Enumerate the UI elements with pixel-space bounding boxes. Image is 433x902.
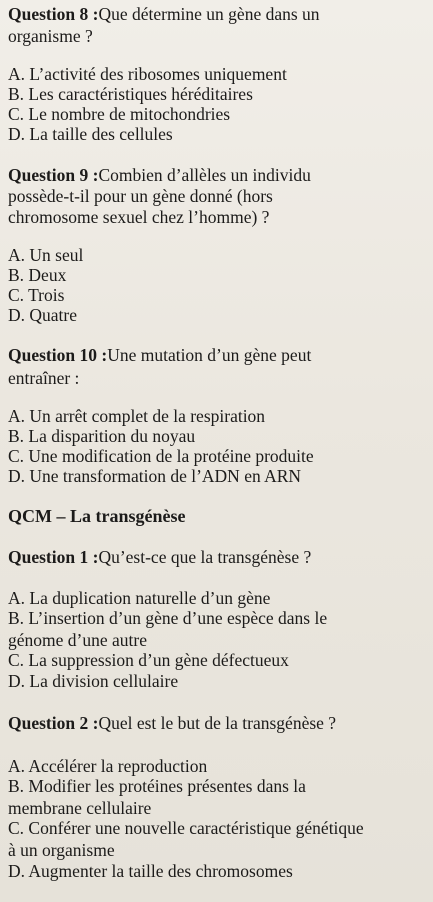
section-question-1-heading	[8, 547, 311, 567]
option-b-continued: membrane cellulaire	[8, 798, 152, 818]
section-title: QCM – La transgénèse	[8, 506, 186, 526]
question-text-line: possède-t-il pour un gène donné (hors	[8, 186, 273, 206]
option-c: C. Le nombre de mitochondries	[8, 104, 231, 124]
question-label: Question 9 :	[8, 165, 99, 185]
question-text: Quel est le but de la transgénèse ?	[98, 713, 337, 733]
option-c: C. Une modification de la protéine produite	[8, 446, 314, 466]
option-b: B. Deux	[8, 265, 67, 285]
question-text: Que détermine un gène dans un	[98, 4, 320, 24]
option-d: D. La taille des cellules	[8, 124, 173, 144]
option-b-continued: génome d’une autre	[8, 630, 147, 650]
question-label: Question 8 :	[8, 4, 99, 24]
option-c: C. La suppression d’un gène défectueux	[8, 650, 289, 670]
option-a: A. Un arrêt complet de la respiration	[8, 406, 266, 426]
question-10-heading	[8, 345, 311, 365]
option-d: D. Une transformation de l’ADN en ARN	[8, 466, 302, 486]
question-9-heading	[8, 165, 311, 185]
option-b: B. Modifier les protéines présentes dans la	[8, 776, 306, 796]
option-a: A. Un seul	[8, 245, 84, 265]
option-d: D. Augmenter la taille des chromosomes	[8, 861, 293, 881]
question-text-line: chromosome sexuel chez l’homme) ?	[8, 207, 270, 227]
question-text: Une mutation d’un gène peut	[107, 345, 312, 365]
option-d: D. Quatre	[8, 305, 78, 325]
option-a: A. Accélérer la reproduction	[8, 756, 208, 776]
option-c-continued: à un organisme	[8, 840, 115, 860]
question-text: Qu’est-ce que la transgénèse ?	[98, 547, 312, 567]
question-text-line: entraîner :	[8, 368, 80, 388]
option-b: B. La disparition du noyau	[8, 426, 196, 446]
option-c: C. Trois	[8, 285, 65, 305]
option-a: A. L’activité des ribosomes uniquement	[8, 64, 287, 84]
option-c: C. Conférer une nouvelle caractéristique génétique	[8, 818, 364, 838]
question-8-heading	[8, 4, 320, 24]
section-question-2-heading	[8, 713, 336, 733]
question-text: Combien d’allèles un individu	[98, 165, 311, 185]
option-b: B. Les caractéristiques héréditaires	[8, 84, 253, 104]
option-a: A. La duplication naturelle d’un gène	[8, 588, 271, 608]
question-label: Question 2 :	[8, 713, 99, 733]
option-d: D. La division cellulaire	[8, 671, 179, 691]
question-label: Question 10 :	[8, 345, 108, 365]
question-text-line: organisme ?	[8, 26, 93, 46]
option-b: B. L’insertion d’un gène d’une espèce dans le	[8, 608, 328, 628]
question-label: Question 1 :	[8, 547, 99, 567]
